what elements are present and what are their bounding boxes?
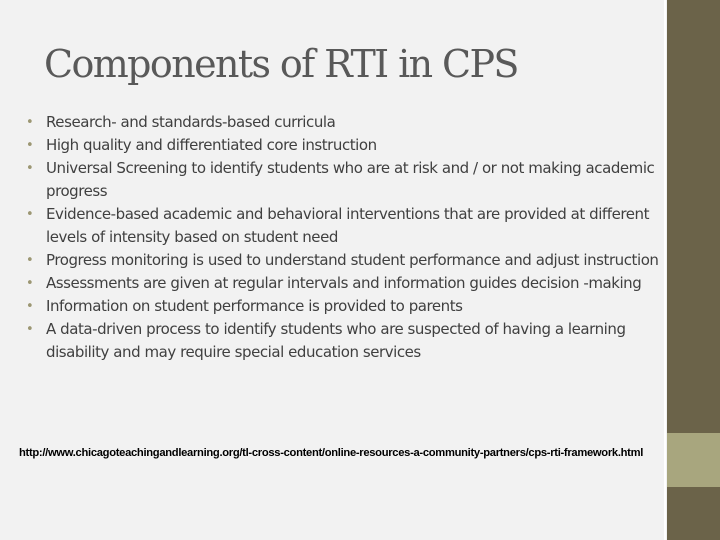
bullet-text: A data-driven process to identify students who are suspected of having a learning disability and may require special education services xyxy=(46,320,626,361)
bullet-dot-icon: • xyxy=(26,115,34,130)
sidebar-accent-block xyxy=(667,433,720,487)
bullet-text: Universal Screening to identify students who are at risk and / or not making academic progress xyxy=(46,159,655,200)
bullet-item xyxy=(22,134,664,157)
bullet-text: Research- and standards-based curricula xyxy=(46,113,336,131)
sidebar-divider xyxy=(664,0,666,540)
bullet-text: Information on student performance is provided to parents xyxy=(46,297,463,315)
bullet-item xyxy=(22,272,664,295)
bullet-dot-icon: • xyxy=(26,207,34,222)
bullet-dot-icon: • xyxy=(26,253,34,268)
bullet-dot-icon: • xyxy=(26,276,34,291)
bullet-dot-icon: • xyxy=(26,299,34,314)
bullet-list xyxy=(22,111,664,364)
bullet-text: Assessments are given at regular intervals and information guides decision -making xyxy=(46,274,642,292)
bullet-dot-icon: • xyxy=(26,161,34,176)
source-link[interactable]: http://www.chicagoteachingandlearning.org/tl-cross-content/online-resources-a-community-partners/cps-rti-framework.html xyxy=(19,447,644,459)
bullet-dot-icon: • xyxy=(26,322,34,337)
bullet-text: High quality and differentiated core instruction xyxy=(46,136,377,154)
bullet-item xyxy=(22,249,664,272)
bullet-text: Evidence-based academic and behavioral interventions that are provided at different levels of intensity based on student need xyxy=(46,205,650,246)
bullet-item xyxy=(22,111,664,134)
slide-title: Components of RTI in CPS xyxy=(44,42,518,86)
bullet-dot-icon: • xyxy=(26,138,34,153)
bullet-item xyxy=(22,295,664,318)
bullet-item xyxy=(22,203,664,249)
bullet-item xyxy=(22,157,664,203)
bullet-item xyxy=(22,318,664,364)
bullet-text: Progress monitoring is used to understand student performance and adjust instruction xyxy=(46,251,659,269)
